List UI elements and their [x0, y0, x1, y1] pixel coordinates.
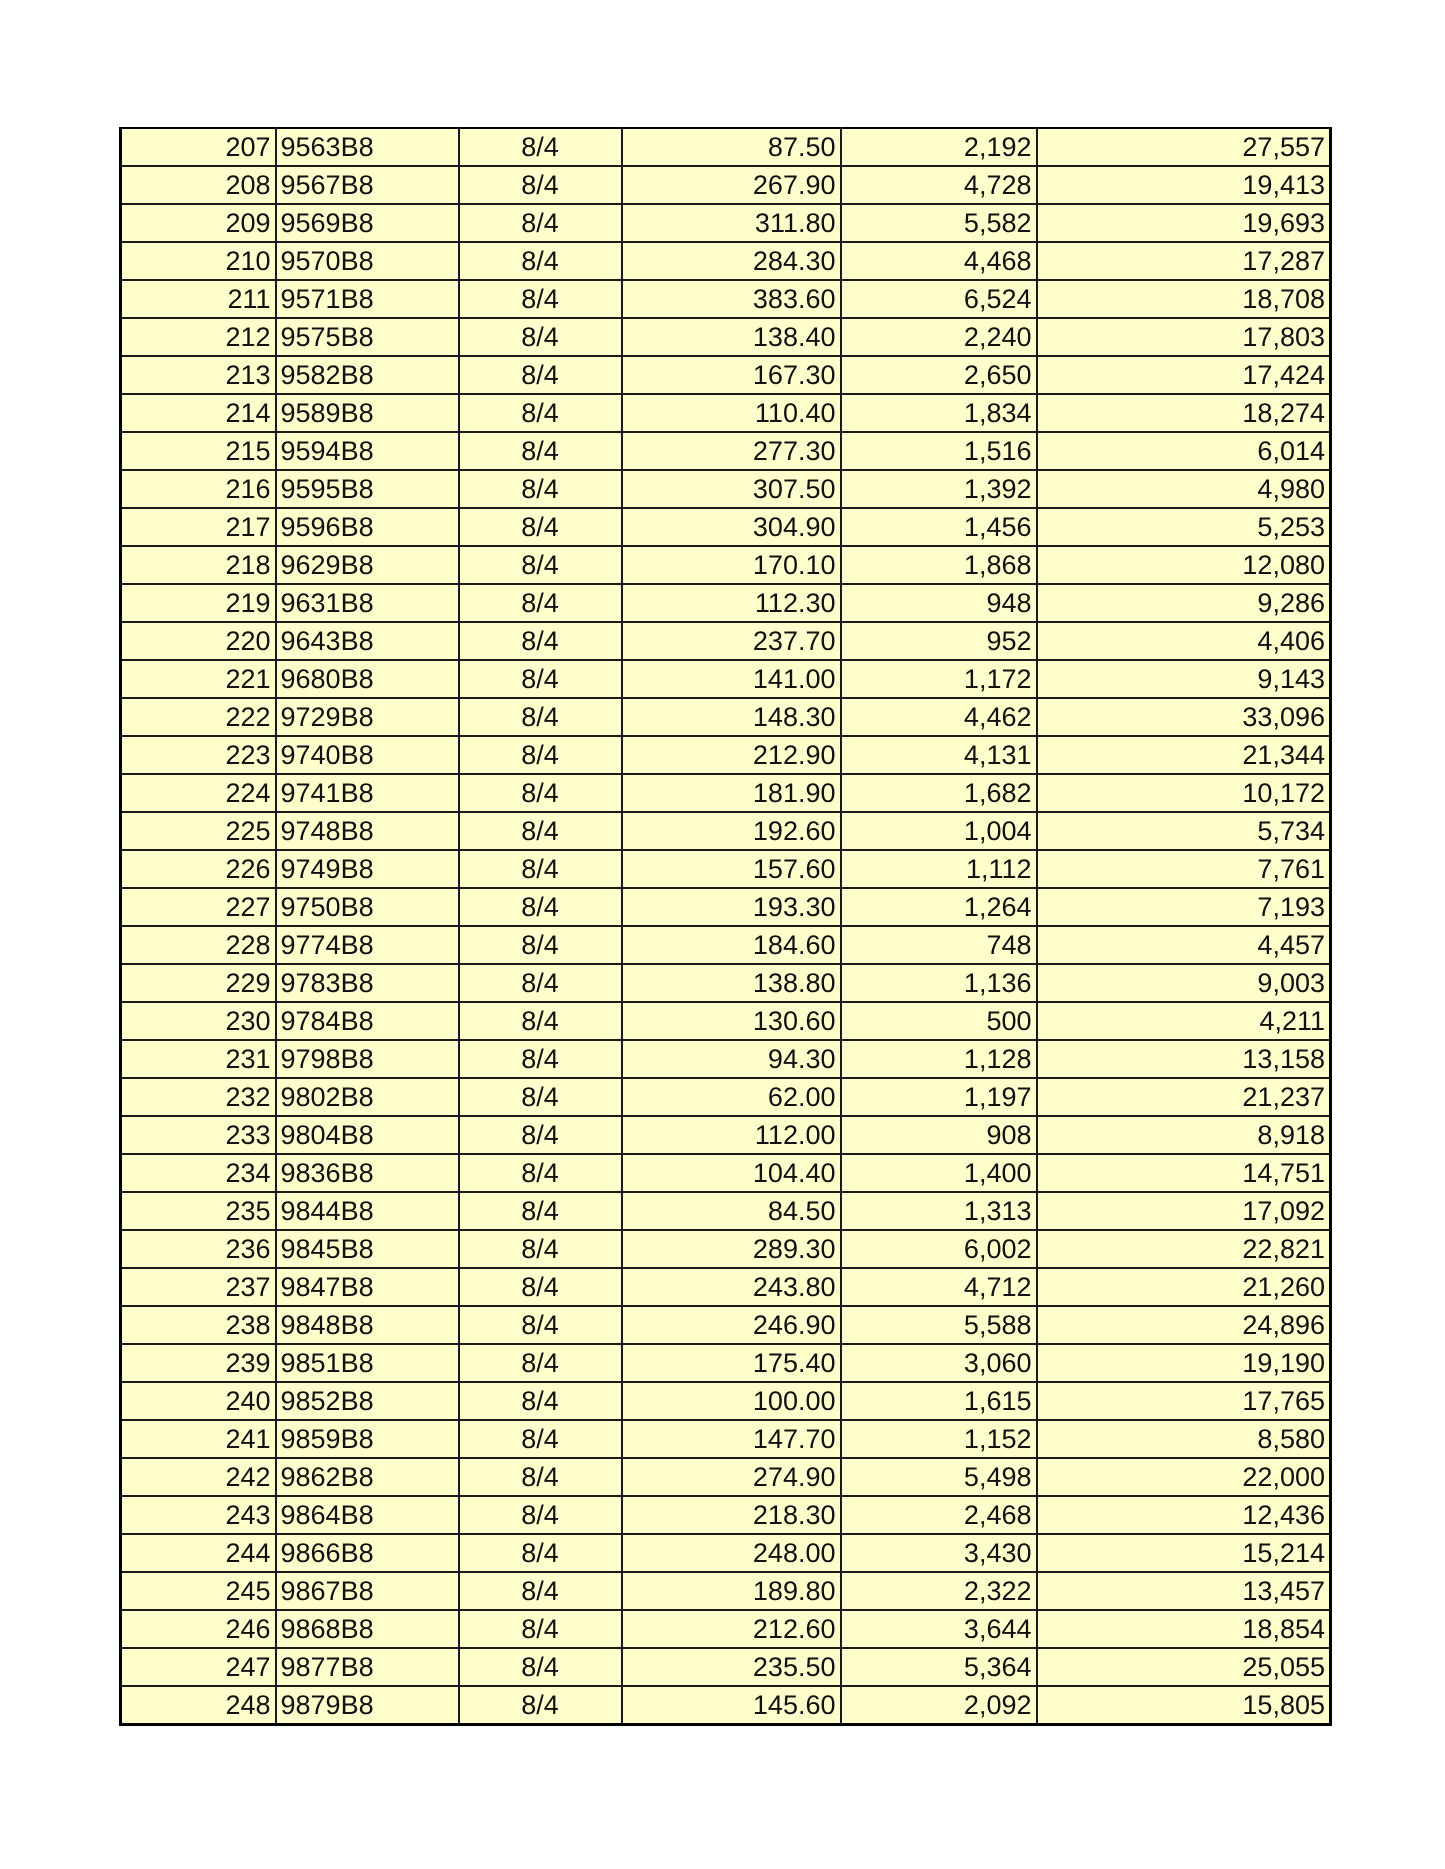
value-1-cell: 145.60: [622, 1686, 841, 1725]
value-1-cell: 383.60: [622, 280, 841, 318]
thickness-cell: 8/4: [459, 1382, 622, 1420]
item-code-cell: 9740B8: [276, 736, 459, 774]
value-3-cell: 17,765: [1037, 1382, 1331, 1420]
table-row: [121, 242, 1331, 280]
value-3-cell: 5,253: [1037, 508, 1331, 546]
value-3-cell: 17,803: [1037, 318, 1331, 356]
item-code-cell: 9877B8: [276, 1648, 459, 1686]
item-code-cell: 9589B8: [276, 394, 459, 432]
row-number-cell: 236: [121, 1230, 276, 1268]
value-2-cell: 500: [841, 1002, 1037, 1040]
row-number-cell: 222: [121, 698, 276, 736]
item-code-cell: 9750B8: [276, 888, 459, 926]
table-row: [121, 128, 1331, 166]
thickness-cell: 8/4: [459, 774, 622, 812]
thickness-cell: 8/4: [459, 1686, 622, 1725]
row-number-cell: 207: [121, 128, 276, 166]
value-3-cell: 19,693: [1037, 204, 1331, 242]
item-code-cell: 9748B8: [276, 812, 459, 850]
value-1-cell: 147.70: [622, 1420, 841, 1458]
row-number-cell: 217: [121, 508, 276, 546]
row-number-cell: 216: [121, 470, 276, 508]
item-code-cell: 9802B8: [276, 1078, 459, 1116]
table-row: [121, 394, 1331, 432]
row-number-cell: 228: [121, 926, 276, 964]
value-1-cell: 237.70: [622, 622, 841, 660]
value-2-cell: 1,172: [841, 660, 1037, 698]
item-code-cell: 9643B8: [276, 622, 459, 660]
value-2-cell: 1,516: [841, 432, 1037, 470]
item-code-cell: 9848B8: [276, 1306, 459, 1344]
value-3-cell: 7,193: [1037, 888, 1331, 926]
table-row: [121, 1116, 1331, 1154]
value-1-cell: 189.80: [622, 1572, 841, 1610]
row-number-cell: 242: [121, 1458, 276, 1496]
item-code-cell: 9864B8: [276, 1496, 459, 1534]
value-2-cell: 6,002: [841, 1230, 1037, 1268]
item-code-cell: 9868B8: [276, 1610, 459, 1648]
value-2-cell: 2,650: [841, 356, 1037, 394]
thickness-cell: 8/4: [459, 1344, 622, 1382]
value-2-cell: 3,430: [841, 1534, 1037, 1572]
item-code-cell: 9798B8: [276, 1040, 459, 1078]
value-3-cell: 18,274: [1037, 394, 1331, 432]
thickness-cell: 8/4: [459, 1078, 622, 1116]
thickness-cell: 8/4: [459, 1002, 622, 1040]
value-2-cell: 952: [841, 622, 1037, 660]
value-2-cell: 1,197: [841, 1078, 1037, 1116]
item-code-cell: 9571B8: [276, 280, 459, 318]
value-1-cell: 110.40: [622, 394, 841, 432]
thickness-cell: 8/4: [459, 698, 622, 736]
row-number-cell: 235: [121, 1192, 276, 1230]
row-number-cell: 208: [121, 166, 276, 204]
table-row: [121, 1420, 1331, 1458]
row-number-cell: 213: [121, 356, 276, 394]
value-2-cell: 1,112: [841, 850, 1037, 888]
thickness-cell: 8/4: [459, 1230, 622, 1268]
thickness-cell: 8/4: [459, 926, 622, 964]
value-3-cell: 25,055: [1037, 1648, 1331, 1686]
table-row: [121, 318, 1331, 356]
item-code-cell: 9783B8: [276, 964, 459, 1002]
thickness-cell: 8/4: [459, 888, 622, 926]
item-code-cell: 9570B8: [276, 242, 459, 280]
value-2-cell: 908: [841, 1116, 1037, 1154]
thickness-cell: 8/4: [459, 1116, 622, 1154]
value-2-cell: 1,615: [841, 1382, 1037, 1420]
table-body: [121, 128, 1331, 1725]
value-3-cell: 22,821: [1037, 1230, 1331, 1268]
value-3-cell: 13,457: [1037, 1572, 1331, 1610]
item-code-cell: 9729B8: [276, 698, 459, 736]
value-2-cell: 1,264: [841, 888, 1037, 926]
thickness-cell: 8/4: [459, 1192, 622, 1230]
value-1-cell: 212.60: [622, 1610, 841, 1648]
thickness-cell: 8/4: [459, 736, 622, 774]
value-2-cell: 1,128: [841, 1040, 1037, 1078]
row-number-cell: 229: [121, 964, 276, 1002]
value-1-cell: 277.30: [622, 432, 841, 470]
value-3-cell: 8,918: [1037, 1116, 1331, 1154]
value-2-cell: 5,588: [841, 1306, 1037, 1344]
value-2-cell: 4,462: [841, 698, 1037, 736]
value-2-cell: 1,682: [841, 774, 1037, 812]
row-number-cell: 218: [121, 546, 276, 584]
value-1-cell: 181.90: [622, 774, 841, 812]
value-1-cell: 167.30: [622, 356, 841, 394]
value-3-cell: 4,406: [1037, 622, 1331, 660]
value-1-cell: 235.50: [622, 1648, 841, 1686]
value-3-cell: 22,000: [1037, 1458, 1331, 1496]
table-row: [121, 1686, 1331, 1725]
thickness-cell: 8/4: [459, 1268, 622, 1306]
table-row: [121, 1002, 1331, 1040]
table-row: [121, 850, 1331, 888]
value-1-cell: 192.60: [622, 812, 841, 850]
row-number-cell: 231: [121, 1040, 276, 1078]
item-code-cell: 9596B8: [276, 508, 459, 546]
table-row: [121, 1078, 1331, 1116]
row-number-cell: 245: [121, 1572, 276, 1610]
value-1-cell: 138.40: [622, 318, 841, 356]
item-code-cell: 9563B8: [276, 128, 459, 166]
thickness-cell: 8/4: [459, 1040, 622, 1078]
table-row: [121, 1154, 1331, 1192]
value-1-cell: 311.80: [622, 204, 841, 242]
value-2-cell: 1,313: [841, 1192, 1037, 1230]
value-1-cell: 243.80: [622, 1268, 841, 1306]
value-2-cell: 4,712: [841, 1268, 1037, 1306]
table-row: [121, 926, 1331, 964]
thickness-cell: 8/4: [459, 964, 622, 1002]
row-number-cell: 215: [121, 432, 276, 470]
value-1-cell: 248.00: [622, 1534, 841, 1572]
value-1-cell: 218.30: [622, 1496, 841, 1534]
value-3-cell: 21,237: [1037, 1078, 1331, 1116]
value-3-cell: 12,436: [1037, 1496, 1331, 1534]
item-code-cell: 9862B8: [276, 1458, 459, 1496]
value-1-cell: 284.30: [622, 242, 841, 280]
thickness-cell: 8/4: [459, 1458, 622, 1496]
value-1-cell: 104.40: [622, 1154, 841, 1192]
thickness-cell: 8/4: [459, 850, 622, 888]
value-1-cell: 307.50: [622, 470, 841, 508]
value-3-cell: 17,287: [1037, 242, 1331, 280]
table-row: [121, 1496, 1331, 1534]
value-3-cell: 17,424: [1037, 356, 1331, 394]
row-number-cell: 211: [121, 280, 276, 318]
item-code-cell: 9784B8: [276, 1002, 459, 1040]
value-2-cell: 4,468: [841, 242, 1037, 280]
row-number-cell: 240: [121, 1382, 276, 1420]
value-3-cell: 4,980: [1037, 470, 1331, 508]
table-row: [121, 1458, 1331, 1496]
value-1-cell: 267.90: [622, 166, 841, 204]
value-3-cell: 14,751: [1037, 1154, 1331, 1192]
row-number-cell: 239: [121, 1344, 276, 1382]
item-code-cell: 9859B8: [276, 1420, 459, 1458]
value-3-cell: 15,805: [1037, 1686, 1331, 1725]
item-code-cell: 9879B8: [276, 1686, 459, 1725]
thickness-cell: 8/4: [459, 1420, 622, 1458]
item-code-cell: 9594B8: [276, 432, 459, 470]
table-row: [121, 470, 1331, 508]
table-row: [121, 660, 1331, 698]
value-3-cell: 19,413: [1037, 166, 1331, 204]
row-number-cell: 224: [121, 774, 276, 812]
value-3-cell: 19,190: [1037, 1344, 1331, 1382]
row-number-cell: 243: [121, 1496, 276, 1534]
value-3-cell: 7,761: [1037, 850, 1331, 888]
table-row: [121, 774, 1331, 812]
row-number-cell: 226: [121, 850, 276, 888]
thickness-cell: 8/4: [459, 470, 622, 508]
value-2-cell: 4,131: [841, 736, 1037, 774]
value-3-cell: 9,003: [1037, 964, 1331, 1002]
table-row: [121, 1534, 1331, 1572]
thickness-cell: 8/4: [459, 204, 622, 242]
table-row: [121, 698, 1331, 736]
value-2-cell: 1,392: [841, 470, 1037, 508]
value-1-cell: 170.10: [622, 546, 841, 584]
value-2-cell: 5,498: [841, 1458, 1037, 1496]
table-row: [121, 166, 1331, 204]
value-3-cell: 5,734: [1037, 812, 1331, 850]
thickness-cell: 8/4: [459, 1534, 622, 1572]
table-row: [121, 356, 1331, 394]
value-1-cell: 157.60: [622, 850, 841, 888]
row-number-cell: 214: [121, 394, 276, 432]
item-code-cell: 9804B8: [276, 1116, 459, 1154]
thickness-cell: 8/4: [459, 242, 622, 280]
item-code-cell: 9575B8: [276, 318, 459, 356]
value-1-cell: 94.30: [622, 1040, 841, 1078]
value-2-cell: 1,834: [841, 394, 1037, 432]
thickness-cell: 8/4: [459, 584, 622, 622]
value-2-cell: 1,868: [841, 546, 1037, 584]
value-2-cell: 748: [841, 926, 1037, 964]
table-row: [121, 280, 1331, 318]
value-3-cell: 13,158: [1037, 1040, 1331, 1078]
data-table: [119, 127, 1332, 1726]
value-2-cell: 1,400: [841, 1154, 1037, 1192]
thickness-cell: 8/4: [459, 394, 622, 432]
value-3-cell: 18,854: [1037, 1610, 1331, 1648]
thickness-cell: 8/4: [459, 1496, 622, 1534]
item-code-cell: 9749B8: [276, 850, 459, 888]
thickness-cell: 8/4: [459, 508, 622, 546]
value-1-cell: 193.30: [622, 888, 841, 926]
row-number-cell: 210: [121, 242, 276, 280]
value-1-cell: 289.30: [622, 1230, 841, 1268]
value-2-cell: 1,152: [841, 1420, 1037, 1458]
value-3-cell: 18,708: [1037, 280, 1331, 318]
value-3-cell: 9,286: [1037, 584, 1331, 622]
table-row: [121, 964, 1331, 1002]
table-row: [121, 622, 1331, 660]
item-code-cell: 9836B8: [276, 1154, 459, 1192]
table-row: [121, 1610, 1331, 1648]
item-code-cell: 9569B8: [276, 204, 459, 242]
table-row: [121, 546, 1331, 584]
thickness-cell: 8/4: [459, 432, 622, 470]
thickness-cell: 8/4: [459, 812, 622, 850]
value-3-cell: 4,457: [1037, 926, 1331, 964]
value-2-cell: 2,192: [841, 128, 1037, 166]
value-2-cell: 2,322: [841, 1572, 1037, 1610]
thickness-cell: 8/4: [459, 1154, 622, 1192]
table-row: [121, 1230, 1331, 1268]
item-code-cell: 9852B8: [276, 1382, 459, 1420]
item-code-cell: 9680B8: [276, 660, 459, 698]
thickness-cell: 8/4: [459, 128, 622, 166]
thickness-cell: 8/4: [459, 318, 622, 356]
value-1-cell: 84.50: [622, 1192, 841, 1230]
value-3-cell: 10,172: [1037, 774, 1331, 812]
value-1-cell: 100.00: [622, 1382, 841, 1420]
value-3-cell: 27,557: [1037, 128, 1331, 166]
item-code-cell: 9774B8: [276, 926, 459, 964]
table-row: [121, 508, 1331, 546]
table-row: [121, 1648, 1331, 1686]
value-3-cell: 9,143: [1037, 660, 1331, 698]
thickness-cell: 8/4: [459, 166, 622, 204]
thickness-cell: 8/4: [459, 1306, 622, 1344]
item-code-cell: 9844B8: [276, 1192, 459, 1230]
value-3-cell: 15,214: [1037, 1534, 1331, 1572]
row-number-cell: 238: [121, 1306, 276, 1344]
row-number-cell: 234: [121, 1154, 276, 1192]
value-1-cell: 304.90: [622, 508, 841, 546]
row-number-cell: 247: [121, 1648, 276, 1686]
value-3-cell: 6,014: [1037, 432, 1331, 470]
row-number-cell: 248: [121, 1686, 276, 1725]
row-number-cell: 246: [121, 1610, 276, 1648]
value-2-cell: 948: [841, 584, 1037, 622]
row-number-cell: 225: [121, 812, 276, 850]
value-2-cell: 1,456: [841, 508, 1037, 546]
row-number-cell: 244: [121, 1534, 276, 1572]
row-number-cell: 232: [121, 1078, 276, 1116]
thickness-cell: 8/4: [459, 1648, 622, 1686]
value-1-cell: 62.00: [622, 1078, 841, 1116]
value-1-cell: 246.90: [622, 1306, 841, 1344]
value-2-cell: 3,644: [841, 1610, 1037, 1648]
value-2-cell: 5,364: [841, 1648, 1037, 1686]
item-code-cell: 9847B8: [276, 1268, 459, 1306]
value-1-cell: 138.80: [622, 964, 841, 1002]
item-code-cell: 9866B8: [276, 1534, 459, 1572]
item-code-cell: 9567B8: [276, 166, 459, 204]
row-number-cell: 241: [121, 1420, 276, 1458]
row-number-cell: 227: [121, 888, 276, 926]
value-3-cell: 21,344: [1037, 736, 1331, 774]
value-3-cell: 17,092: [1037, 1192, 1331, 1230]
table-row: [121, 1192, 1331, 1230]
item-code-cell: 9595B8: [276, 470, 459, 508]
value-1-cell: 141.00: [622, 660, 841, 698]
thickness-cell: 8/4: [459, 356, 622, 394]
value-2-cell: 1,004: [841, 812, 1037, 850]
row-number-cell: 237: [121, 1268, 276, 1306]
value-2-cell: 5,582: [841, 204, 1037, 242]
row-number-cell: 221: [121, 660, 276, 698]
value-2-cell: 3,060: [841, 1344, 1037, 1382]
row-number-cell: 220: [121, 622, 276, 660]
table-row: [121, 812, 1331, 850]
table-row: [121, 1268, 1331, 1306]
value-1-cell: 212.90: [622, 736, 841, 774]
row-number-cell: 219: [121, 584, 276, 622]
table-row: [121, 1040, 1331, 1078]
value-1-cell: 130.60: [622, 1002, 841, 1040]
value-3-cell: 12,080: [1037, 546, 1331, 584]
value-3-cell: 21,260: [1037, 1268, 1331, 1306]
table-row: [121, 1572, 1331, 1610]
item-code-cell: 9851B8: [276, 1344, 459, 1382]
value-2-cell: 2,092: [841, 1686, 1037, 1725]
table-row: [121, 736, 1331, 774]
thickness-cell: 8/4: [459, 622, 622, 660]
item-code-cell: 9582B8: [276, 356, 459, 394]
table-row: [121, 432, 1331, 470]
thickness-cell: 8/4: [459, 1610, 622, 1648]
table-row: [121, 1306, 1331, 1344]
table-row: [121, 1344, 1331, 1382]
value-3-cell: 8,580: [1037, 1420, 1331, 1458]
row-number-cell: 233: [121, 1116, 276, 1154]
table-row: [121, 1382, 1331, 1420]
table-row: [121, 204, 1331, 242]
row-number-cell: 230: [121, 1002, 276, 1040]
value-2-cell: 2,468: [841, 1496, 1037, 1534]
value-2-cell: 4,728: [841, 166, 1037, 204]
value-2-cell: 2,240: [841, 318, 1037, 356]
item-code-cell: 9845B8: [276, 1230, 459, 1268]
item-code-cell: 9629B8: [276, 546, 459, 584]
item-code-cell: 9867B8: [276, 1572, 459, 1610]
value-3-cell: 33,096: [1037, 698, 1331, 736]
row-number-cell: 223: [121, 736, 276, 774]
value-1-cell: 175.40: [622, 1344, 841, 1382]
table-row: [121, 584, 1331, 622]
table-row: [121, 888, 1331, 926]
value-1-cell: 112.30: [622, 584, 841, 622]
row-number-cell: 209: [121, 204, 276, 242]
thickness-cell: 8/4: [459, 546, 622, 584]
value-1-cell: 184.60: [622, 926, 841, 964]
thickness-cell: 8/4: [459, 280, 622, 318]
item-code-cell: 9741B8: [276, 774, 459, 812]
value-2-cell: 1,136: [841, 964, 1037, 1002]
row-number-cell: 212: [121, 318, 276, 356]
value-1-cell: 148.30: [622, 698, 841, 736]
value-1-cell: 87.50: [622, 128, 841, 166]
thickness-cell: 8/4: [459, 660, 622, 698]
value-2-cell: 6,524: [841, 280, 1037, 318]
value-3-cell: 4,211: [1037, 1002, 1331, 1040]
value-3-cell: 24,896: [1037, 1306, 1331, 1344]
item-code-cell: 9631B8: [276, 584, 459, 622]
value-1-cell: 274.90: [622, 1458, 841, 1496]
value-1-cell: 112.00: [622, 1116, 841, 1154]
thickness-cell: 8/4: [459, 1572, 622, 1610]
